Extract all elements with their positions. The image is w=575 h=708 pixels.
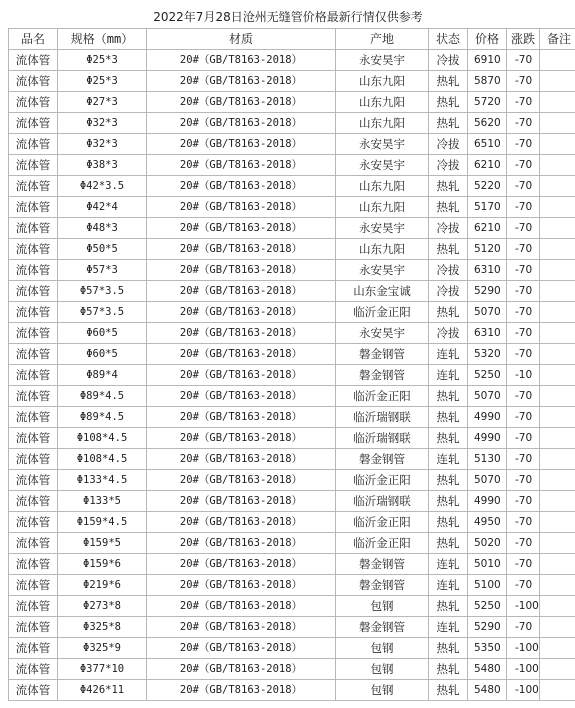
cell-remark	[540, 407, 575, 428]
table-row	[9, 533, 575, 554]
cell-material: 20#（GB/T8163-2018）	[147, 113, 336, 134]
table-row	[9, 554, 575, 575]
cell-price: 4990	[468, 491, 507, 512]
cell-origin: 磐金钢管	[336, 554, 429, 575]
cell-spec: Φ325*8	[58, 617, 147, 638]
price-table	[8, 28, 575, 701]
table-row	[9, 113, 575, 134]
table-row	[9, 575, 575, 596]
cell-change: -70	[507, 113, 540, 134]
cell-remark	[540, 50, 575, 71]
cell-change: -70	[507, 323, 540, 344]
cell-price: 5070	[468, 386, 507, 407]
cell-change: -70	[507, 470, 540, 491]
cell-origin: 山东金宝诚	[336, 281, 429, 302]
cell-spec: Φ57*3.5	[58, 302, 147, 323]
cell-product-name: 流体管	[9, 386, 58, 407]
cell-status: 热轧	[429, 596, 468, 617]
cell-origin: 永安昊宇	[336, 218, 429, 239]
cell-price: 5480	[468, 680, 507, 701]
cell-material: 20#（GB/T8163-2018）	[147, 554, 336, 575]
cell-change: -70	[507, 554, 540, 575]
table-row	[9, 638, 575, 659]
cell-status: 连轧	[429, 344, 468, 365]
cell-spec: Φ38*3	[58, 155, 147, 176]
table-row	[9, 596, 575, 617]
cell-spec: Φ42*4	[58, 197, 147, 218]
cell-product-name: 流体管	[9, 428, 58, 449]
cell-origin: 临沂金正阳	[336, 302, 429, 323]
cell-origin: 永安昊宇	[336, 155, 429, 176]
cell-product-name: 流体管	[9, 281, 58, 302]
cell-status: 冷拔	[429, 323, 468, 344]
cell-price: 6310	[468, 323, 507, 344]
cell-change: -70	[507, 512, 540, 533]
cell-price: 5130	[468, 449, 507, 470]
price-table-body	[9, 29, 575, 701]
cell-product-name: 流体管	[9, 680, 58, 701]
cell-remark	[540, 260, 575, 281]
cell-remark	[540, 92, 575, 113]
cell-price: 6210	[468, 155, 507, 176]
cell-status: 热轧	[429, 176, 468, 197]
cell-product-name: 流体管	[9, 113, 58, 134]
cell-spec: Φ133*4.5	[58, 470, 147, 491]
cell-origin: 临沂金正阳	[336, 470, 429, 491]
cell-change: -70	[507, 176, 540, 197]
cell-remark	[540, 428, 575, 449]
table-row	[9, 50, 575, 71]
cell-status: 热轧	[429, 302, 468, 323]
cell-spec: Φ42*3.5	[58, 176, 147, 197]
cell-origin: 山东九阳	[336, 113, 429, 134]
table-header-row	[9, 29, 575, 50]
header-material: 材质	[147, 29, 336, 50]
cell-price: 5120	[468, 239, 507, 260]
cell-material: 20#（GB/T8163-2018）	[147, 344, 336, 365]
table-row	[9, 407, 575, 428]
cell-spec: Φ50*5	[58, 239, 147, 260]
cell-origin: 包钢	[336, 680, 429, 701]
cell-remark	[540, 197, 575, 218]
cell-status: 热轧	[429, 113, 468, 134]
cell-spec: Φ57*3	[58, 260, 147, 281]
cell-price: 5320	[468, 344, 507, 365]
header-status: 状态	[429, 29, 468, 50]
cell-change: -100	[507, 638, 540, 659]
cell-remark	[540, 176, 575, 197]
cell-remark	[540, 512, 575, 533]
header-spec: 规格（mm）	[58, 29, 147, 50]
cell-origin: 永安昊宇	[336, 134, 429, 155]
cell-price: 6310	[468, 260, 507, 281]
cell-status: 冷拔	[429, 281, 468, 302]
cell-remark	[540, 218, 575, 239]
cell-change: -70	[507, 197, 540, 218]
cell-spec: Φ25*3	[58, 71, 147, 92]
cell-remark	[540, 365, 575, 386]
cell-change: -100	[507, 680, 540, 701]
cell-change: -70	[507, 239, 540, 260]
cell-price: 6910	[468, 50, 507, 71]
cell-remark	[540, 281, 575, 302]
cell-spec: Φ89*4.5	[58, 407, 147, 428]
table-row	[9, 260, 575, 281]
table-row	[9, 449, 575, 470]
cell-product-name: 流体管	[9, 197, 58, 218]
cell-price: 5720	[468, 92, 507, 113]
cell-spec: Φ377*10	[58, 659, 147, 680]
cell-material: 20#（GB/T8163-2018）	[147, 302, 336, 323]
table-row	[9, 386, 575, 407]
price-document	[8, 6, 571, 701]
cell-origin: 临沂金正阳	[336, 512, 429, 533]
cell-change: -70	[507, 617, 540, 638]
cell-price: 6510	[468, 134, 507, 155]
cell-origin: 磐金钢管	[336, 575, 429, 596]
table-row	[9, 659, 575, 680]
cell-spec: Φ219*6	[58, 575, 147, 596]
cell-status: 热轧	[429, 407, 468, 428]
cell-status: 连轧	[429, 575, 468, 596]
cell-remark	[540, 575, 575, 596]
cell-origin: 永安昊宇	[336, 260, 429, 281]
cell-material: 20#（GB/T8163-2018）	[147, 176, 336, 197]
cell-status: 热轧	[429, 197, 468, 218]
cell-price: 4990	[468, 428, 507, 449]
cell-spec: Φ159*6	[58, 554, 147, 575]
cell-price: 5070	[468, 470, 507, 491]
cell-spec: Φ325*9	[58, 638, 147, 659]
cell-material: 20#（GB/T8163-2018）	[147, 512, 336, 533]
cell-change: -70	[507, 344, 540, 365]
cell-spec: Φ108*4.5	[58, 449, 147, 470]
cell-origin: 包钢	[336, 596, 429, 617]
cell-material: 20#（GB/T8163-2018）	[147, 365, 336, 386]
cell-product-name: 流体管	[9, 155, 58, 176]
header-product-name: 品名	[9, 29, 58, 50]
cell-material: 20#（GB/T8163-2018）	[147, 491, 336, 512]
cell-origin: 山东九阳	[336, 92, 429, 113]
cell-material: 20#（GB/T8163-2018）	[147, 155, 336, 176]
cell-origin: 磐金钢管	[336, 365, 429, 386]
cell-price: 5010	[468, 554, 507, 575]
cell-change: -100	[507, 659, 540, 680]
cell-material: 20#（GB/T8163-2018）	[147, 134, 336, 155]
cell-spec: Φ57*3.5	[58, 281, 147, 302]
cell-spec: Φ48*3	[58, 218, 147, 239]
cell-material: 20#（GB/T8163-2018）	[147, 50, 336, 71]
cell-change: -70	[507, 92, 540, 113]
cell-origin: 山东九阳	[336, 71, 429, 92]
cell-remark	[540, 449, 575, 470]
cell-remark	[540, 491, 575, 512]
cell-remark	[540, 113, 575, 134]
cell-price: 5350	[468, 638, 507, 659]
cell-material: 20#（GB/T8163-2018）	[147, 239, 336, 260]
cell-status: 热轧	[429, 638, 468, 659]
cell-change: -70	[507, 50, 540, 71]
cell-spec: Φ89*4	[58, 365, 147, 386]
cell-material: 20#（GB/T8163-2018）	[147, 638, 336, 659]
cell-price: 5480	[468, 659, 507, 680]
cell-change: -100	[507, 596, 540, 617]
table-row	[9, 239, 575, 260]
cell-status: 热轧	[429, 533, 468, 554]
cell-spec: Φ133*5	[58, 491, 147, 512]
cell-spec: Φ60*5	[58, 344, 147, 365]
cell-product-name: 流体管	[9, 344, 58, 365]
cell-status: 热轧	[429, 71, 468, 92]
cell-status: 连轧	[429, 365, 468, 386]
table-row	[9, 197, 575, 218]
cell-price: 5070	[468, 302, 507, 323]
cell-price: 4990	[468, 407, 507, 428]
cell-change: -70	[507, 260, 540, 281]
cell-material: 20#（GB/T8163-2018）	[147, 575, 336, 596]
cell-product-name: 流体管	[9, 638, 58, 659]
cell-spec: Φ32*3	[58, 113, 147, 134]
cell-product-name: 流体管	[9, 302, 58, 323]
cell-status: 连轧	[429, 449, 468, 470]
table-row	[9, 470, 575, 491]
cell-material: 20#（GB/T8163-2018）	[147, 470, 336, 491]
cell-spec: Φ273*8	[58, 596, 147, 617]
cell-product-name: 流体管	[9, 323, 58, 344]
cell-status: 连轧	[429, 554, 468, 575]
table-row	[9, 71, 575, 92]
cell-spec: Φ60*5	[58, 323, 147, 344]
cell-material: 20#（GB/T8163-2018）	[147, 659, 336, 680]
cell-change: -70	[507, 533, 540, 554]
cell-origin: 永安昊宇	[336, 50, 429, 71]
cell-origin: 磐金钢管	[336, 449, 429, 470]
cell-material: 20#（GB/T8163-2018）	[147, 680, 336, 701]
cell-material: 20#（GB/T8163-2018）	[147, 533, 336, 554]
table-row	[9, 323, 575, 344]
cell-product-name: 流体管	[9, 491, 58, 512]
cell-material: 20#（GB/T8163-2018）	[147, 428, 336, 449]
cell-product-name: 流体管	[9, 407, 58, 428]
table-row	[9, 365, 575, 386]
cell-change: -70	[507, 407, 540, 428]
cell-remark	[540, 470, 575, 491]
cell-price: 5100	[468, 575, 507, 596]
cell-material: 20#（GB/T8163-2018）	[147, 407, 336, 428]
cell-origin: 临沂金正阳	[336, 533, 429, 554]
cell-material: 20#（GB/T8163-2018）	[147, 386, 336, 407]
cell-status: 热轧	[429, 512, 468, 533]
cell-product-name: 流体管	[9, 533, 58, 554]
cell-remark	[540, 344, 575, 365]
cell-spec: Φ426*11	[58, 680, 147, 701]
cell-status: 热轧	[429, 386, 468, 407]
cell-remark	[540, 533, 575, 554]
cell-remark	[540, 680, 575, 701]
cell-remark	[540, 596, 575, 617]
cell-material: 20#（GB/T8163-2018）	[147, 449, 336, 470]
cell-material: 20#（GB/T8163-2018）	[147, 218, 336, 239]
cell-material: 20#（GB/T8163-2018）	[147, 596, 336, 617]
cell-material: 20#（GB/T8163-2018）	[147, 92, 336, 113]
cell-remark	[540, 239, 575, 260]
cell-remark	[540, 638, 575, 659]
cell-change: -70	[507, 134, 540, 155]
cell-remark	[540, 554, 575, 575]
cell-price: 5020	[468, 533, 507, 554]
table-row	[9, 176, 575, 197]
cell-product-name: 流体管	[9, 596, 58, 617]
table-row	[9, 218, 575, 239]
cell-status: 冷拔	[429, 260, 468, 281]
cell-spec: Φ27*3	[58, 92, 147, 113]
cell-status: 热轧	[429, 428, 468, 449]
cell-origin: 临沂瑞钢联	[336, 491, 429, 512]
cell-remark	[540, 155, 575, 176]
cell-product-name: 流体管	[9, 617, 58, 638]
table-row	[9, 134, 575, 155]
cell-material: 20#（GB/T8163-2018）	[147, 323, 336, 344]
cell-remark	[540, 134, 575, 155]
cell-remark	[540, 302, 575, 323]
cell-product-name: 流体管	[9, 260, 58, 281]
cell-spec: Φ25*3	[58, 50, 147, 71]
cell-remark	[540, 71, 575, 92]
cell-remark	[540, 386, 575, 407]
cell-material: 20#（GB/T8163-2018）	[147, 197, 336, 218]
cell-change: -70	[507, 302, 540, 323]
table-row	[9, 680, 575, 701]
cell-spec: Φ32*3	[58, 134, 147, 155]
cell-product-name: 流体管	[9, 134, 58, 155]
cell-origin: 临沂瑞钢联	[336, 428, 429, 449]
cell-remark	[540, 659, 575, 680]
cell-origin: 包钢	[336, 659, 429, 680]
cell-product-name: 流体管	[9, 575, 58, 596]
cell-price: 5290	[468, 281, 507, 302]
cell-product-name: 流体管	[9, 218, 58, 239]
cell-price: 5870	[468, 71, 507, 92]
cell-origin: 磐金钢管	[336, 617, 429, 638]
cell-status: 冷拔	[429, 218, 468, 239]
table-row	[9, 344, 575, 365]
cell-product-name: 流体管	[9, 71, 58, 92]
header-price: 价格	[468, 29, 507, 50]
cell-price: 6210	[468, 218, 507, 239]
cell-spec: Φ159*4.5	[58, 512, 147, 533]
cell-product-name: 流体管	[9, 470, 58, 491]
cell-origin: 山东九阳	[336, 197, 429, 218]
cell-spec: Φ159*5	[58, 533, 147, 554]
cell-product-name: 流体管	[9, 365, 58, 386]
cell-material: 20#（GB/T8163-2018）	[147, 281, 336, 302]
cell-price: 5250	[468, 596, 507, 617]
cell-product-name: 流体管	[9, 92, 58, 113]
cell-change: -70	[507, 575, 540, 596]
cell-product-name: 流体管	[9, 449, 58, 470]
table-row	[9, 491, 575, 512]
table-row	[9, 92, 575, 113]
cell-remark	[540, 617, 575, 638]
cell-status: 热轧	[429, 239, 468, 260]
cell-price: 5220	[468, 176, 507, 197]
cell-change: -70	[507, 386, 540, 407]
cell-origin: 磐金钢管	[336, 344, 429, 365]
cell-spec: Φ108*4.5	[58, 428, 147, 449]
cell-price: 5170	[468, 197, 507, 218]
cell-product-name: 流体管	[9, 512, 58, 533]
cell-status: 热轧	[429, 659, 468, 680]
cell-origin: 永安昊宇	[336, 323, 429, 344]
cell-change: -70	[507, 491, 540, 512]
cell-product-name: 流体管	[9, 176, 58, 197]
cell-status: 热轧	[429, 680, 468, 701]
table-row	[9, 155, 575, 176]
cell-price: 4950	[468, 512, 507, 533]
header-remark: 备注	[540, 29, 575, 50]
cell-origin: 山东九阳	[336, 239, 429, 260]
cell-product-name: 流体管	[9, 50, 58, 71]
cell-status: 冷拔	[429, 155, 468, 176]
cell-change: -70	[507, 218, 540, 239]
cell-status: 冷拔	[429, 134, 468, 155]
cell-price: 5290	[468, 617, 507, 638]
cell-origin: 山东九阳	[336, 176, 429, 197]
cell-spec: Φ89*4.5	[58, 386, 147, 407]
cell-change: -70	[507, 281, 540, 302]
page-title: 2022年7月28日沧州无缝管价格最新行情仅供参考	[153, 10, 423, 24]
cell-change: -70	[507, 449, 540, 470]
table-row	[9, 617, 575, 638]
cell-status: 热轧	[429, 491, 468, 512]
cell-price: 5620	[468, 113, 507, 134]
cell-change: -10	[507, 365, 540, 386]
cell-origin: 包钢	[336, 638, 429, 659]
header-change: 涨跌	[507, 29, 540, 50]
cell-product-name: 流体管	[9, 554, 58, 575]
table-row	[9, 302, 575, 323]
header-origin: 产地	[336, 29, 429, 50]
cell-remark	[540, 323, 575, 344]
cell-origin: 临沂金正阳	[336, 386, 429, 407]
cell-change: -70	[507, 71, 540, 92]
table-row	[9, 428, 575, 449]
cell-status: 热轧	[429, 470, 468, 491]
cell-change: -70	[507, 155, 540, 176]
cell-product-name: 流体管	[9, 659, 58, 680]
cell-material: 20#（GB/T8163-2018）	[147, 71, 336, 92]
cell-change: -70	[507, 428, 540, 449]
cell-status: 热轧	[429, 92, 468, 113]
table-row	[9, 281, 575, 302]
cell-product-name: 流体管	[9, 239, 58, 260]
cell-price: 5250	[468, 365, 507, 386]
table-row	[9, 512, 575, 533]
cell-material: 20#（GB/T8163-2018）	[147, 260, 336, 281]
cell-origin: 临沂瑞钢联	[336, 407, 429, 428]
cell-status: 连轧	[429, 617, 468, 638]
cell-status: 冷拔	[429, 50, 468, 71]
cell-material: 20#（GB/T8163-2018）	[147, 617, 336, 638]
